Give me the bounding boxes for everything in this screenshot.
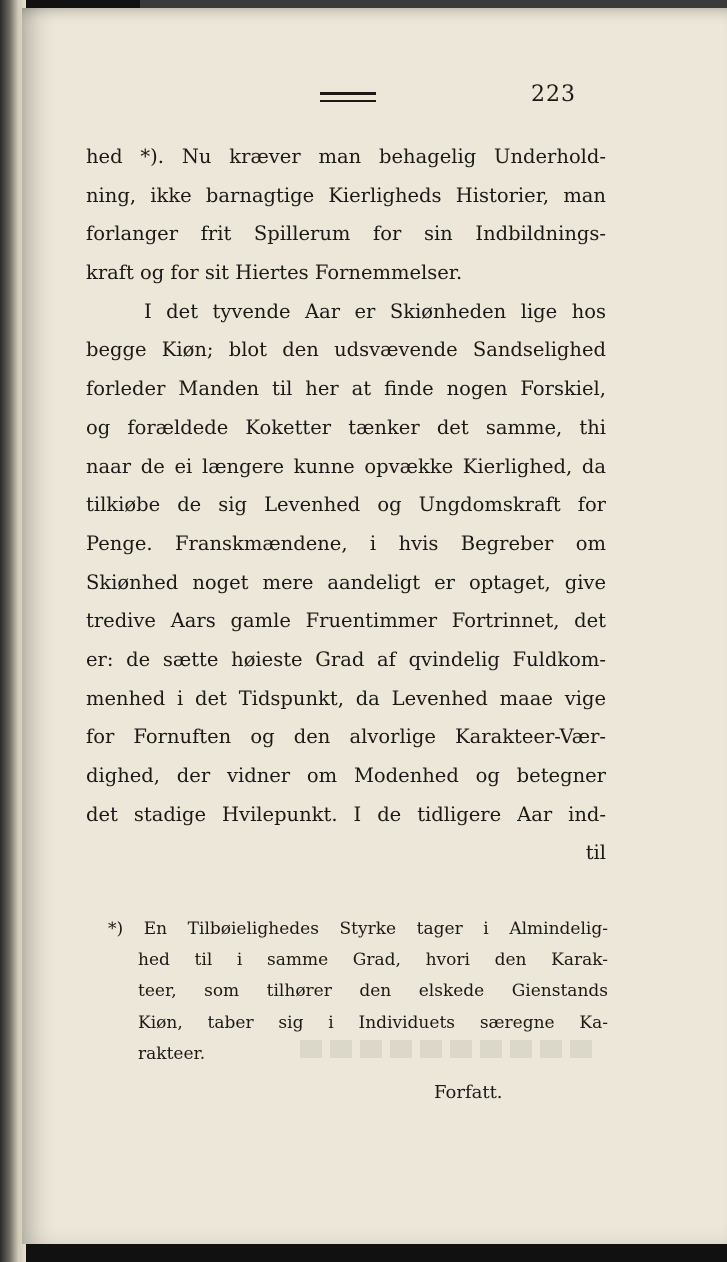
- text-line: menhed i det Tidspunkt, da Levenhed maae vige: [86, 686, 606, 710]
- text-line: kraft og for sit Hiertes Fornemmelser.: [86, 261, 463, 285]
- text-line: og forældede Koketter tænker det samme, thi: [86, 415, 606, 439]
- text-line: forlanger frit Spillerum for sin Indbildnings-: [86, 222, 606, 246]
- text-line: tilkiøbe de sig Levenhed og Ungdomskraft for: [86, 493, 606, 517]
- body-text: [86, 138, 606, 873]
- text-line: forleder Manden til her at finde nogen Forskiel,: [86, 377, 606, 401]
- text-line: dighed, der vidner om Modenhed og betegner: [86, 764, 606, 787]
- page-number: 223: [531, 82, 576, 107]
- footnote-line: *) En Tilbøielighedes Styrke tager i Almindelig-: [108, 919, 608, 939]
- text-line: ning, ikke barnagtige Kierligheds Historier, man: [86, 183, 606, 207]
- footnote-line: hed til i samme Grad, hvori den Karak-: [138, 950, 608, 971]
- footnote-line: Kiøn, taber sig i Individuets særegne Ka-: [138, 1012, 608, 1033]
- text-line: for Fornuften og den alvorlige Karakteer-Vær-: [86, 725, 606, 749]
- header-rule: [320, 92, 376, 102]
- text-line: naar de ei længere kunne opvække Kierlighed, da: [86, 454, 606, 478]
- text-line: Skiønhed noget mere aandeligt er optaget, give: [86, 570, 606, 594]
- footnote-line: teer, som tilhører den elskede Gienstands: [138, 981, 608, 1002]
- text-line: tredive Aars gamle Fruentimmer Fortrinnet, det: [86, 609, 606, 633]
- text-line: I det tyvende Aar er Skiønheden lige hos: [144, 299, 606, 323]
- text-line: hed *). Nu kræver man behagelig Underhold-: [86, 145, 606, 168]
- catchword: til: [585, 841, 606, 865]
- text-line: begge Kiøn; blot den udsvævende Sandselighed: [86, 338, 606, 362]
- text-line: det stadige Hvilepunkt. I de tidligere Aar ind-: [86, 802, 606, 826]
- text-line: Penge. Franskmændene, i hvis Begreber om: [86, 531, 606, 555]
- text-line: er: de sætte høieste Grad af qvindelig Fuldkom-: [86, 647, 606, 671]
- footnote-line: rakteer.: [138, 1043, 206, 1064]
- show-through-ink: [300, 1040, 600, 1058]
- footnote-signature: Forfatt.: [434, 1082, 503, 1103]
